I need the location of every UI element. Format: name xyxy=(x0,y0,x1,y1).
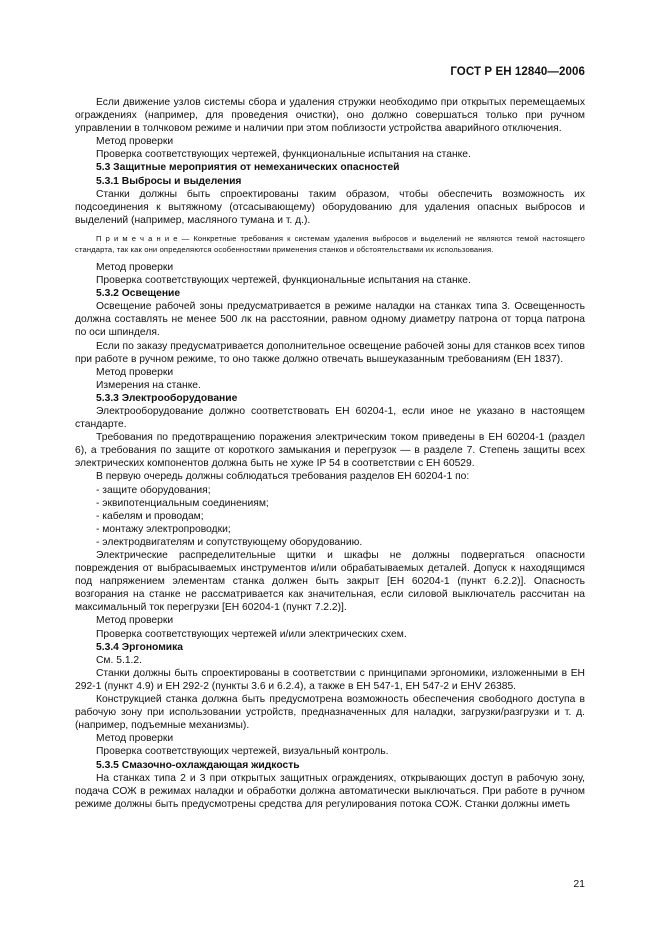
paragraph: Электрооборудование должно соответствовать ЕН 60204-1, если иное не указано в настоящем стандарте. xyxy=(75,405,585,431)
document-body xyxy=(75,96,585,811)
verification-method-label: Метод проверки xyxy=(96,261,174,273)
verification-method-label: Метод проверки xyxy=(96,136,174,148)
paragraph: Электрические распределительные щитки и шкафы не должны подвергаться опасности повреждения от выбрасываемых инструментов и/или обрабатываемых деталей. Допуск к находящимся под напряжением элементам станка должен быть закрыт [ЕН 60204-1 (пункт 6.2.2)]. Опасность возгорания на станке не рассматривается как значительная, если силовой выключатель рассчитан на максимальный ток перегрузки [ЕН 60204-1 (пункт 7.2.2)]. xyxy=(75,550,585,614)
verification-method-label: Метод проверки xyxy=(96,366,174,378)
paragraph: Требования по предотвращению поражения электрическим током приведены в ЕН 60204-1 (раздел 6), а требования по защите от короткого замыкания и перегрузок — в разделе 7. Степень защиты всех электрических компонентов должна быть не хуже IP 54 в соответствии с ЕН 60529. xyxy=(75,432,585,470)
note: П р и м е ч а н и е — Конкретные требования к системам удаления выбросов и выделений не являются темой настоящего стандарта, так как они определяются особенностями применения станков и обстоятельствами их использования. xyxy=(75,233,585,254)
section-heading-5-3-5: 5.3.5 Смазочно-охлаждающая жидкость xyxy=(96,759,300,771)
paragraph: В первую очередь должны соблюдаться требования разделов ЕН 60204-1 по: xyxy=(96,471,470,483)
list-item: - электродвигателям и сопутствующему оборудованию. xyxy=(96,536,363,548)
list-item: - монтажу электропроводки; xyxy=(96,523,231,535)
document-code-header: ГОСТ Р ЕН 12840—2006 xyxy=(450,66,585,78)
list-item: - эквипотенциальным соединениям; xyxy=(96,497,269,509)
page-number: 21 xyxy=(573,878,585,890)
paragraph: Станки должны быть спроектированы в соответствии с принципами эргономики, изложенными в ЕН 292-1 (пункт 4.9) и ЕН 292-2 (пункты 3.6 и 6.2.4), а также в ЕН 547-1, ЕН 547-2 и ЕНV 26385. xyxy=(75,667,585,692)
paragraph: Станки должны быть спроектированы таким образом, чтобы обеспечить возможность их подсоединения к вытяжному (отсасывающему) оборудованию для удаления опасных выбросов и выделений (например, масляного тумана и т. д.). xyxy=(75,188,585,226)
paragraph: Освещение рабочей зоны предусматривается в режиме наладки на станках типа 3. Освещенность должна составлять не менее 500 лк на расстоянии, равном одному диаметру патрона от торца патрона по оси шпинделя. xyxy=(75,301,585,339)
verification-method-label: Метод проверки xyxy=(96,615,174,627)
verification-method-text: Проверка соответствующих чертежей, функциональные испытания на станке. xyxy=(96,275,471,287)
verification-method-text: Проверка соответствующих чертежей, визуальный контроль. xyxy=(96,746,389,758)
paragraph: На станках типа 2 и 3 при открытых защитных ограждениях, открывающих доступ в рабочую зону, подача СОЖ в режимах наладки и обработки должна автоматически выключаться. При работе в ручном режиме должны быть предусмотрены средства для регулирования потока СОЖ. Станки должны иметь xyxy=(75,772,585,810)
section-heading-5-3-2: 5.3.2 Освещение xyxy=(96,288,181,300)
verification-method-label: Метод проверки xyxy=(96,733,174,745)
section-heading-5-3-4: 5.3.4 Эргономика xyxy=(96,641,184,653)
verification-method-text: Проверка соответствующих чертежей и/или электрических схем. xyxy=(96,628,407,640)
section-heading-5-3-3: 5.3.3 Электрооборудование xyxy=(96,392,238,404)
section-heading-5-3-1: 5.3.1 Выбросы и выделения xyxy=(96,175,242,187)
paragraph: См. 5.1.2. xyxy=(96,654,142,666)
paragraph: Конструкцией станка должна быть предусмотрена возможность обеспечения свободного доступа в рабочую зону при использовании устройств, предназначенных для наладки, загрузки/разгрузки и т. д. (например, подъемные механизмы). xyxy=(75,694,585,732)
verification-method-text: Измерения на станке. xyxy=(96,379,201,391)
list-item: - кабелям и проводам; xyxy=(96,510,204,522)
paragraph: Если движение узлов системы сбора и удаления стружки необходимо при открытых перемещаемых ограждениях (например, для проведения очистки), оно должно совершаться только при ручном управлении в толчковом режиме и наличии при этом поблизости устройства аварийного отключения. xyxy=(75,97,585,135)
section-heading-5-3: 5.3 Защитные мероприятия от немеханических опасностей xyxy=(96,162,400,174)
verification-method-text: Проверка соответствующих чертежей, функциональные испытания на станке. xyxy=(96,149,471,161)
paragraph: Если по заказу предусматривается дополнительное освещение рабочей зоны для станков всех типов при работе в ручном режиме, то оно также должно отвечать вышеуказанным требованиям (ЕН 1837). xyxy=(75,340,585,365)
list-item: - защите оборудования; xyxy=(96,484,211,496)
